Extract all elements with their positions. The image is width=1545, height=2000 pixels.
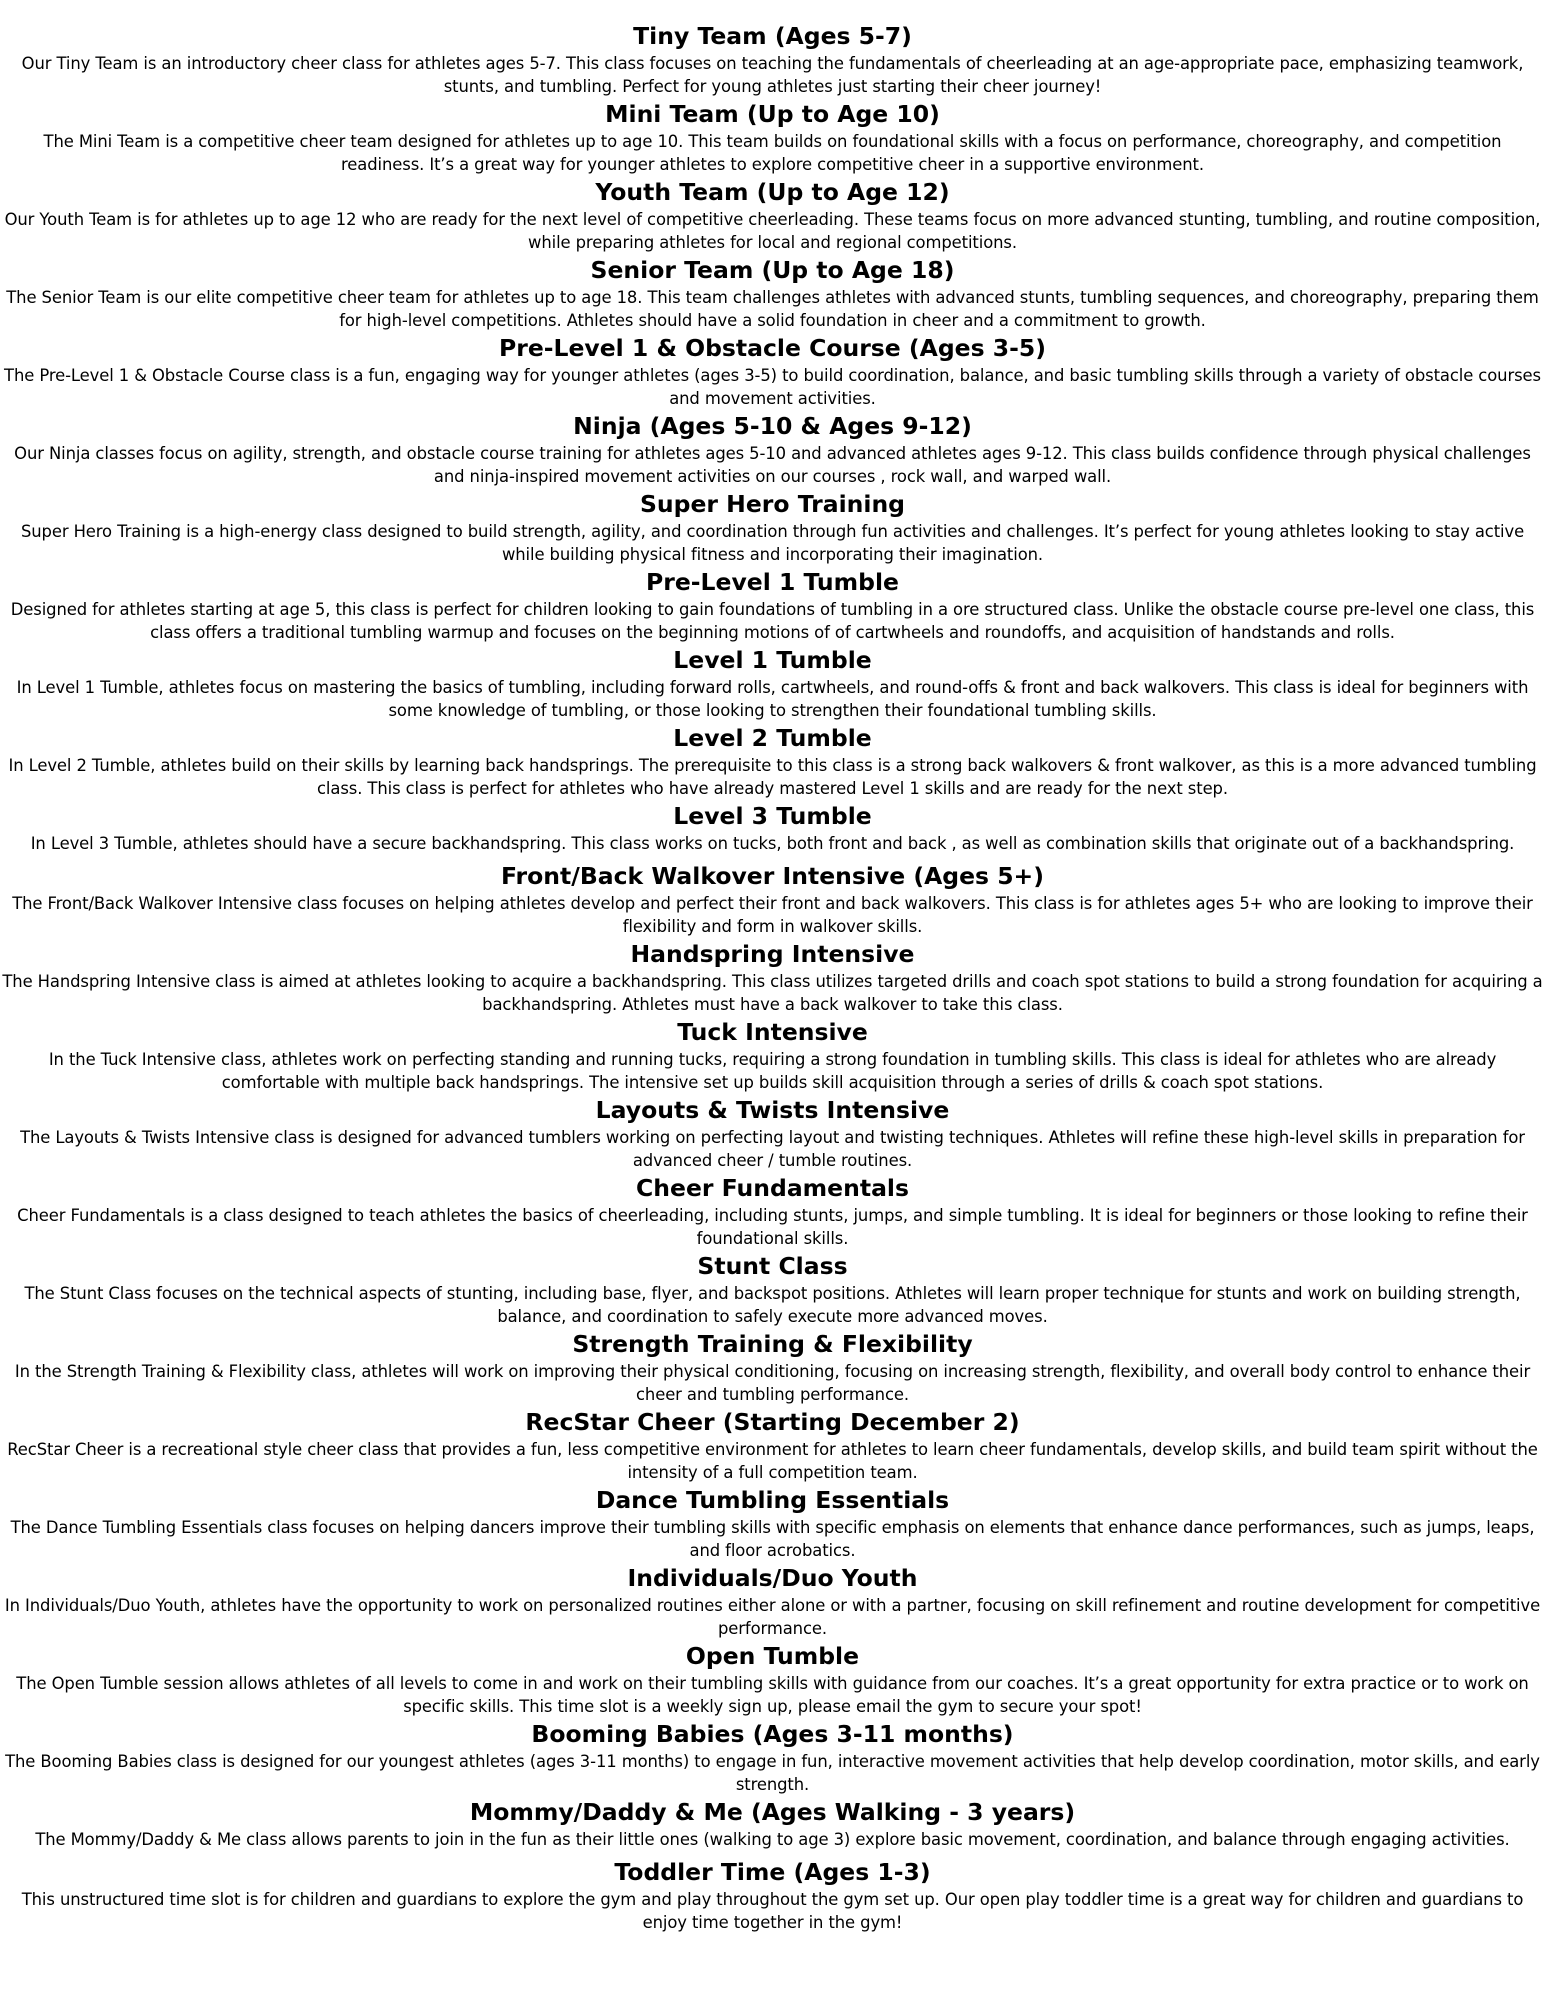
section-title: Senior Team (Up to Age 18) bbox=[590, 256, 955, 284]
class-section-super-hero-training bbox=[0, 488, 1545, 566]
section-description: This unstructured time slot is for children and guardians to explore the gym and play throughout the gym set up. Our open play toddler time is a great way for children and guardians to enjoy time together in the gym! bbox=[21, 1890, 1524, 1932]
section-description: In the Tuck Intensive class, athletes work on perfecting standing and running tucks, requiring a strong foundation in tumbling skills. This class is ideal for athletes who are already comfortable with multiple back handsprings. The intensive set up builds skill acquisition through a series of drills & coach spot stations. bbox=[48, 1050, 1497, 1092]
section-description: The Mini Team is a competitive cheer team designed for athletes up to age 10. This team builds on foundational skills with a focus on performance, choreography, and competition readiness. It’s a great way for younger athletes to explore competitive cheer in a supportive environment. bbox=[43, 132, 1502, 174]
class-section-cheer-fundamentals bbox=[0, 1172, 1545, 1250]
class-section-pre-level-1-obstacle bbox=[0, 332, 1545, 410]
section-title: Cheer Fundamentals bbox=[636, 1174, 909, 1202]
class-section-level-2-tumble bbox=[0, 722, 1545, 800]
section-description: The Handspring Intensive class is aimed at athletes looking to acquire a backhandspring. This class utilizes targeted drills and coach spot stations to build a strong foundation for acquiring a backhandspring. Athletes must have a back walkover to take this class. bbox=[2, 972, 1543, 1014]
class-section-youth-team bbox=[0, 176, 1545, 254]
section-description: In Level 3 Tumble, athletes should have a secure backhandspring. This class works on tucks, both front and back , as well as combination skills that originate out of a backhandspring. bbox=[30, 834, 1515, 853]
section-description: In the Strength Training & Flexibility class, athletes will work on improving their physical conditioning, focusing on increasing strength, flexibility, and overall body control to enhance their cheer and tumbling performance. bbox=[14, 1362, 1531, 1404]
class-section-dance-tumbling-essentials bbox=[0, 1484, 1545, 1562]
section-title: Tiny Team (Ages 5-7) bbox=[633, 22, 912, 50]
section-description: Super Hero Training is a high-energy class designed to build strength, agility, and coordination through fun activities and challenges. It’s perfect for young athletes looking to stay active while building physical fitness and incorporating their imagination. bbox=[20, 522, 1525, 564]
section-description: Our Tiny Team is an introductory cheer class for athletes ages 5-7. This class focuses on teaching the fundamentals of cheerleading at an age-appropriate pace, emphasizing teamwork, stunts, and tumbling. Perfect for young athletes just starting their cheer journey! bbox=[21, 54, 1524, 96]
section-title: Mini Team (Up to Age 10) bbox=[605, 100, 940, 128]
section-title: Layouts & Twists Intensive bbox=[595, 1096, 950, 1124]
section-title: Level 3 Tumble bbox=[673, 802, 872, 830]
section-title: Tuck Intensive bbox=[677, 1018, 868, 1046]
section-title: Individuals/Duo Youth bbox=[627, 1564, 918, 1592]
section-description: RecStar Cheer is a recreational style cheer class that provides a fun, less competitive environment for athletes to learn cheer fundamentals, develop skills, and build team spirit without the intensity of a full competition team. bbox=[7, 1440, 1538, 1482]
class-section-mommy-daddy-me bbox=[0, 1796, 1545, 1851]
section-description: The Stunt Class focuses on the technical aspects of stunting, including base, flyer, and backspot positions. Athletes will learn proper technique for stunts and work on building strength, balance, and coordination to safely execute more advanced moves. bbox=[24, 1284, 1521, 1326]
section-title: Super Hero Training bbox=[640, 490, 905, 518]
class-section-walkover-intensive bbox=[0, 860, 1545, 938]
section-description: Designed for athletes starting at age 5, this class is perfect for children looking to gain foundations of tumbling in a ore structured class. Unlike the obstacle course pre-level one class, this class offers a traditional tumbling warmup and focuses on the beginning motions of of cartwheels and roundoffs, and acquisition of handstands and rolls. bbox=[10, 600, 1535, 642]
class-section-individuals-duo-youth bbox=[0, 1562, 1545, 1640]
class-section-pre-level-1-tumble bbox=[0, 566, 1545, 644]
class-section-stunt-class bbox=[0, 1250, 1545, 1328]
section-description: In Level 2 Tumble, athletes build on their skills by learning back handsprings. The prerequisite to this class is a strong back walkovers & front walkover, as this is a more advanced tumbling class. This class is perfect for athletes who have already mastered Level 1 skills and are ready for the next step. bbox=[8, 756, 1537, 798]
section-description: The Layouts & Twists Intensive class is designed for advanced tumblers working on perfecting layout and twisting techniques. Athletes will refine these high-level skills in preparation for advanced cheer / tumble routines. bbox=[20, 1128, 1525, 1170]
section-description: Our Ninja classes focus on agility, strength, and obstacle course training for athletes ages 5-10 and advanced athletes ages 9-12. This class builds confidence through physical challenges and ninja-inspired movement activities on our courses , rock wall, and warped wall. bbox=[14, 444, 1531, 486]
section-title: Front/Back Walkover Intensive (Ages 5+) bbox=[500, 862, 1044, 890]
class-section-handspring-intensive bbox=[0, 938, 1545, 1016]
section-title: Toddler Time (Ages 1-3) bbox=[614, 1858, 931, 1886]
section-description: The Mommy/Daddy & Me class allows parents to join in the fun as their little ones (walking to age 3) explore basic movement, coordination, and balance through engaging activities. bbox=[35, 1830, 1510, 1849]
section-title: Handspring Intensive bbox=[630, 940, 915, 968]
section-title: RecStar Cheer (Starting December 2) bbox=[525, 1408, 1020, 1436]
class-section-senior-team bbox=[0, 254, 1545, 332]
section-description: The Senior Team is our elite competitive cheer team for athletes up to age 18. This team challenges athletes with advanced stunts, tumbling sequences, and choreography, preparing them for high-level competitions. Athletes should have a solid foundation in cheer and a commitment to growth. bbox=[6, 288, 1539, 330]
section-description: The Pre-Level 1 & Obstacle Course class is a fun, engaging way for younger athletes (ages 3-5) to build coordination, balance, and basic tumbling skills through a variety of obstacle courses and movement activities. bbox=[4, 366, 1541, 408]
section-description: The Front/Back Walkover Intensive class focuses on helping athletes develop and perfect their front and back walkovers. This class is for athletes ages 5+ who are looking to improve their flexibility and form in walkover skills. bbox=[12, 894, 1533, 936]
class-section-layouts-twists-intensive bbox=[0, 1094, 1545, 1172]
class-section-tuck-intensive bbox=[0, 1016, 1545, 1094]
section-description: The Open Tumble session allows athletes of all levels to come in and work on their tumbling skills with guidance from our coaches. It’s a great opportunity for extra practice or to work on specific skills. This time slot is a weekly sign up, please email the gym to secure your spot! bbox=[16, 1674, 1529, 1716]
section-title: Pre-Level 1 & Obstacle Course (Ages 3-5) bbox=[499, 334, 1046, 362]
section-title: Level 1 Tumble bbox=[673, 646, 872, 674]
class-section-tiny-team bbox=[0, 20, 1545, 98]
class-section-strength-flexibility bbox=[0, 1328, 1545, 1406]
section-description: In Level 1 Tumble, athletes focus on mastering the basics of tumbling, including forward rolls, cartwheels, and round-offs & front and back walkovers. This class is ideal for beginners with some knowledge of tumbling, or those looking to strengthen their foundational tumbling skills. bbox=[16, 678, 1529, 720]
class-section-booming-babies bbox=[0, 1718, 1545, 1796]
section-title: Ninja (Ages 5-10 & Ages 9-12) bbox=[573, 412, 972, 440]
section-title: Booming Babies (Ages 3-11 months) bbox=[531, 1720, 1014, 1748]
section-title: Open Tumble bbox=[685, 1642, 860, 1670]
section-description: The Dance Tumbling Essentials class focuses on helping dancers improve their tumbling skills with specific emphasis on elements that enhance dance performances, such as jumps, leaps, and floor acrobatics. bbox=[10, 1518, 1535, 1560]
section-description: In Individuals/Duo Youth, athletes have the opportunity to work on personalized routines either alone or with a partner, focusing on skill refinement and routine development for competitive performance. bbox=[4, 1596, 1541, 1638]
class-section-ninja bbox=[0, 410, 1545, 488]
section-title: Stunt Class bbox=[697, 1252, 848, 1280]
section-title: Strength Training & Flexibility bbox=[572, 1330, 973, 1358]
section-description: Cheer Fundamentals is a class designed to teach athletes the basics of cheerleading, including stunts, jumps, and simple tumbling. It is ideal for beginners or those looking to refine their foundational skills. bbox=[17, 1206, 1528, 1248]
section-title: Mommy/Daddy & Me (Ages Walking - 3 years) bbox=[469, 1798, 1076, 1826]
class-section-toddler-time bbox=[0, 1856, 1545, 1934]
class-section-level-3-tumble bbox=[0, 800, 1545, 855]
section-title: Pre-Level 1 Tumble bbox=[646, 568, 899, 596]
class-section-open-tumble bbox=[0, 1640, 1545, 1718]
section-title: Dance Tumbling Essentials bbox=[595, 1486, 950, 1514]
section-description: The Booming Babies class is designed for our youngest athletes (ages 3-11 months) to engage in fun, interactive movement activities that help develop coordination, motor skills, and early strength. bbox=[5, 1752, 1540, 1794]
class-section-mini-team bbox=[0, 98, 1545, 176]
class-section-recstar-cheer bbox=[0, 1406, 1545, 1484]
section-title: Level 2 Tumble bbox=[673, 724, 872, 752]
section-title: Youth Team (Up to Age 12) bbox=[595, 178, 950, 206]
section-description: Our Youth Team is for athletes up to age 12 who are ready for the next level of competitive cheerleading. These teams focus on more advanced stunting, tumbling, and routine composition, while preparing athletes for local and regional competitions. bbox=[4, 210, 1541, 252]
class-section-level-1-tumble bbox=[0, 644, 1545, 722]
